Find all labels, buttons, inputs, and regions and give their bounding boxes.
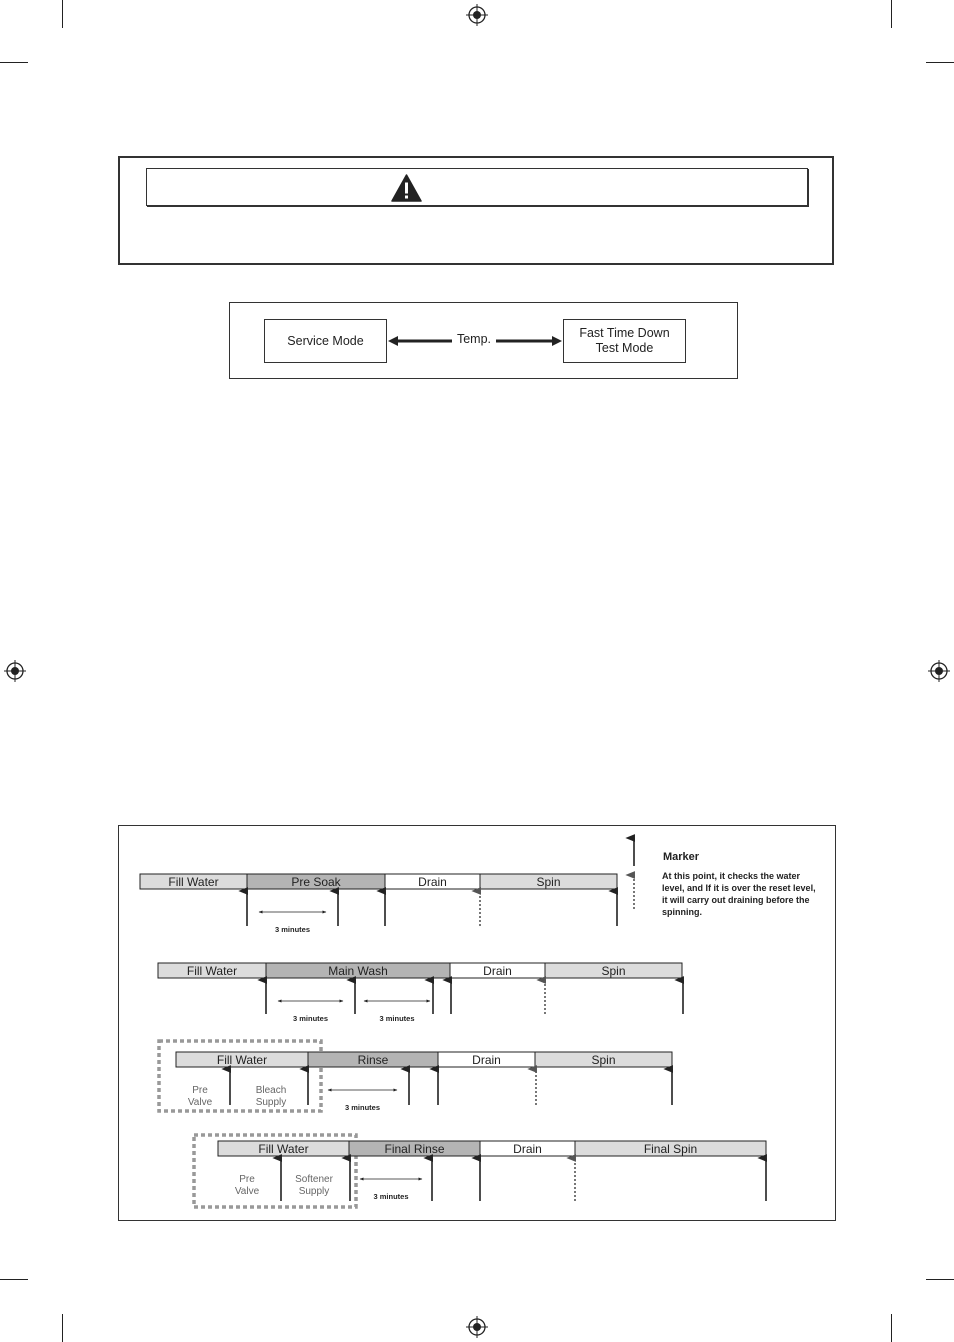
supply-note: Pre Valve bbox=[234, 1174, 260, 1197]
segment-label: Drain bbox=[513, 1142, 542, 1156]
interval-label: 3 minutes bbox=[274, 925, 311, 934]
supply-note: Bleach Supply bbox=[255, 1085, 287, 1108]
crop-mark bbox=[0, 62, 28, 63]
segment-label: Final Rinse bbox=[384, 1142, 445, 1156]
segment-label: Drain bbox=[483, 964, 512, 978]
segment-label: Fill Water bbox=[168, 875, 219, 889]
interval-label: 3 minutes bbox=[344, 1103, 381, 1112]
warning-triangle-icon bbox=[391, 174, 422, 202]
registration-mark-icon bbox=[466, 1316, 488, 1338]
segment-label: Spin bbox=[536, 875, 561, 889]
interval-label: 3 minutes bbox=[292, 1014, 329, 1023]
segment-label: Drain bbox=[418, 875, 447, 889]
interval-label: 3 minutes bbox=[373, 1192, 409, 1201]
segment-label: Fill Water bbox=[216, 1053, 268, 1067]
arrow-right-icon bbox=[494, 334, 562, 348]
segment-label: Fill Water bbox=[258, 1142, 309, 1156]
legend-description: At this point, it checks the water level, and If it is over the reset level, it will carry out draining before the spinning. bbox=[662, 871, 816, 917]
legend-title: Marker bbox=[663, 851, 700, 863]
crop-mark bbox=[62, 1314, 63, 1342]
segment-label: Pre Soak bbox=[291, 875, 341, 889]
supply-note: Pre Valve bbox=[187, 1085, 213, 1108]
segment-label: Fill Water bbox=[186, 964, 238, 978]
arrow-left-icon bbox=[388, 334, 454, 348]
temp-label: Temp. bbox=[452, 332, 496, 346]
segment-label: Final Spin bbox=[643, 1142, 698, 1156]
segment-label: Spin bbox=[591, 1053, 616, 1067]
registration-mark-icon bbox=[466, 4, 488, 26]
service-mode-box: Service Mode bbox=[264, 319, 387, 363]
segment-label: Spin bbox=[601, 964, 626, 978]
segment-label: Rinse bbox=[357, 1053, 389, 1067]
fast-time-down-box: Fast Time Down Test Mode bbox=[563, 319, 686, 363]
crop-mark bbox=[62, 0, 63, 28]
crop-mark bbox=[891, 0, 892, 28]
interval-label: 3 minutes bbox=[379, 1014, 415, 1023]
registration-mark-icon bbox=[4, 660, 26, 682]
registration-mark-icon bbox=[928, 660, 950, 682]
crop-mark bbox=[926, 62, 954, 63]
crop-mark bbox=[891, 1314, 892, 1342]
crop-mark bbox=[0, 1279, 28, 1280]
segment-label: Main Wash bbox=[328, 964, 388, 978]
supply-note: Softener Supply bbox=[295, 1174, 333, 1197]
segment-label: Drain bbox=[472, 1053, 501, 1067]
caution-header bbox=[146, 168, 808, 206]
crop-mark bbox=[926, 1279, 954, 1280]
